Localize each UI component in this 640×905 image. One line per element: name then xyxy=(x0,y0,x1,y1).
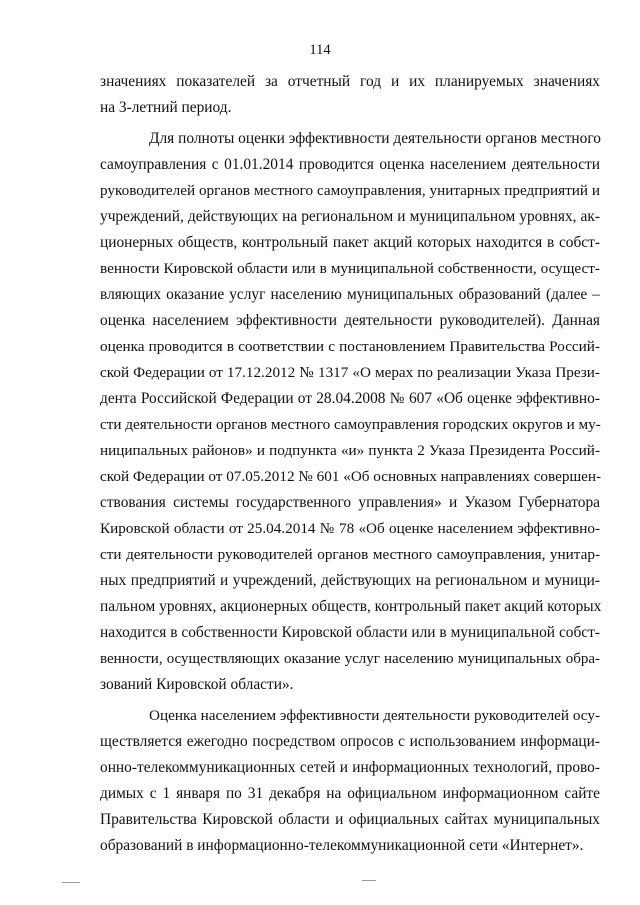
paragraph-continuation xyxy=(100,69,600,121)
text-line: ствования системы государственного управления» и Указом Губернатора xyxy=(100,494,600,511)
text-line: венности, осуществляющих оказание услуг населению муниципальных обра- xyxy=(100,651,600,667)
text-line: образований в информационно-телекоммуникационной сети «Интернет». xyxy=(100,837,584,854)
scan-mark xyxy=(62,882,80,883)
text-line: ционерных обществ, контрольный пакет акций которых находится в собст- xyxy=(100,234,600,251)
text-line: ниципальных районов» и подпункта «и» пункта 2 Указа Президента Россий- xyxy=(100,442,600,459)
text-line: венности Кировской области или в муниципальной собственности, осущест- xyxy=(100,260,600,277)
paragraph-assessment xyxy=(100,126,600,698)
text-line: зований Кировской области». xyxy=(100,676,294,693)
text-line: пальном уровнях, акционерных обществ, контрольный пакет акций которых xyxy=(100,598,602,615)
text-line: сти деятельности органов местного самоуправления городских округов и му- xyxy=(100,416,601,433)
text-line: сти деятельности руководителей органов местного самоуправления, унитар- xyxy=(100,546,600,563)
text-line: руководителей органов местного самоуправления, унитарных предприятий и xyxy=(100,182,600,199)
text-line: на 3-летний период. xyxy=(100,99,232,116)
text-line: дента Российской Федерации от 28.04.2008 № 607 «Об оценке эффективно- xyxy=(100,390,600,407)
text-line: димых с 1 января по 31 декабря на официальном информационном сайте xyxy=(100,785,600,802)
text-line: оценка проводится в соответствии с постановлением Правительства Россий- xyxy=(100,338,600,355)
text-line: Кировской области от 25.04.2014 № 78 «Об оценке населением эффективно- xyxy=(100,520,600,537)
text-line: Правительства Кировской области и официальных сайтах муниципальных xyxy=(100,811,600,828)
text-line: Оценка населением эффективности деятельности руководителей осу- xyxy=(149,707,600,724)
text-line: ской Федерации от 07.05.2012 № 601 «Об основных направлениях совершен- xyxy=(100,468,602,485)
paragraph-survey xyxy=(100,703,600,859)
text-line: Для полноты оценки эффективности деятельности органов местного xyxy=(149,130,601,147)
text-line: ской Федерации от 17.12.2012 № 1317 «О мерах по реализации Указа Прези- xyxy=(100,364,600,381)
text-line: учреждений, действующих на региональном и муниципальном уровнях, ак- xyxy=(100,208,600,225)
text-line: вляющих оказание услуг населению муниципальных образований (далее – xyxy=(100,286,600,303)
text-line: оценка населением эффективности деятельности руководителей). Данная xyxy=(100,312,600,329)
text-line: значениях показателей за отчетный год и их планируемых значениях xyxy=(100,73,600,90)
scan-mark xyxy=(362,880,376,881)
text-line: ществляется ежегодно посредством опросов с использованием информаци- xyxy=(100,733,600,750)
page-number: 114 xyxy=(309,42,331,58)
text-line: онно-телекоммуникационных сетей и информационных технологий, прово- xyxy=(100,759,600,776)
text-line: самоуправления с 01.01.2014 проводится оценка населением деятельности xyxy=(100,156,600,173)
text-line: находится в собственности Кировской области или в муниципальной собст- xyxy=(100,624,600,641)
body-text xyxy=(100,69,600,859)
text-line: ных предприятий и учреждений, действующих на региональном и муници- xyxy=(100,572,600,589)
